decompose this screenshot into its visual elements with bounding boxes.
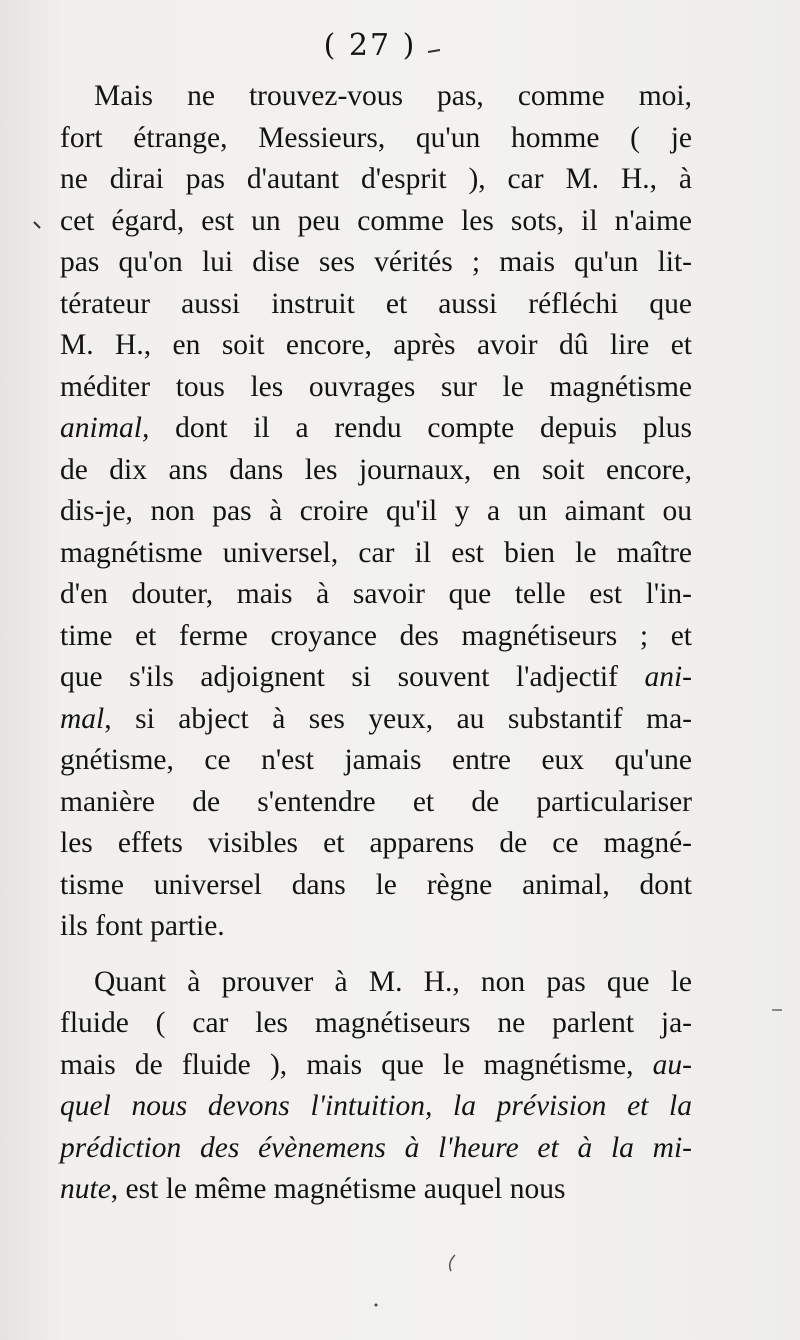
text-line	[60, 906, 692, 948]
text-line	[60, 201, 692, 243]
text-segment: les effets visibles et apparens de ce magné-	[60, 827, 692, 859]
italic-segment: nute	[60, 1173, 111, 1205]
text-segment: M. H., en soit encore, après avoir dû lire et	[60, 329, 692, 361]
text-line	[60, 450, 692, 492]
text-segment: tisme universel dans le règne animal, dont	[60, 868, 692, 901]
italic-segment: quel nous devons l'intuition, la prévision et la	[60, 1090, 692, 1122]
text-segment: Mais ne trouvez-vous pas, comme moi,	[94, 80, 692, 112]
text-segment: ne dirai pas d'autant d'esprit ), car M. H., à	[60, 163, 692, 195]
text-line	[60, 823, 692, 865]
text-segment: , si abject à ses yeux, au substantif ma-	[104, 702, 692, 735]
text-line	[60, 118, 692, 160]
text-segment: pas qu'on lui dise ses vérités ; mais qu'un lit-	[60, 246, 692, 278]
italic-segment: au-	[652, 1048, 692, 1081]
text-segment: Quant à prouver à M. H., non pas que le	[94, 965, 692, 998]
text-line	[60, 533, 692, 575]
paragraph-gap	[60, 948, 692, 962]
text-segment: gnétisme, ce n'est jamais entre eux qu'une	[60, 744, 692, 776]
text-line	[60, 1128, 692, 1170]
text-segment: dis-je, non pas à croire qu'il y a un aimant ou	[60, 495, 692, 527]
text-segment: manière de s'entendre et de particulariser	[60, 785, 692, 818]
text-segment: time et ferme croyance des magnétiseurs ; et	[60, 619, 692, 652]
italic-segment: animal,	[60, 412, 150, 444]
text-line	[60, 491, 692, 533]
text-line	[60, 242, 692, 284]
page-number: ( 27 )	[323, 28, 417, 63]
text-segment: fluide ( car les magnétiseurs ne parlent ja-	[60, 1007, 692, 1039]
text-segment: magnétisme universel, car il est bien le maître	[60, 536, 692, 569]
text-segment: , est le même magnétisme auquel nous	[110, 1173, 566, 1205]
italic-segment: prédiction des évènemens à l'heure et à la mi-	[60, 1131, 692, 1164]
text-segment: que s'ils adjoignent si souvent l'adjectif	[60, 661, 645, 693]
italic-segment: ani-	[644, 661, 692, 693]
text-segment: d'en douter, mais à savoir que telle est l'in-	[60, 578, 692, 610]
text-line	[60, 1086, 692, 1128]
text-line	[60, 1003, 692, 1045]
text-line	[60, 740, 692, 782]
text-line	[60, 367, 692, 409]
text-segment: fort étrange, Messieurs, qu'un homme ( je	[60, 121, 692, 154]
body-text	[60, 76, 692, 1211]
text-segment: térateur aussi instruit et aussi réfléchi que	[60, 287, 692, 320]
text-segment: méditer tous les ouvrages sur le magnétisme	[60, 370, 692, 403]
italic-segment: mal	[60, 702, 105, 735]
text-segment: cet égard, est un peu comme les sots, il n'aime	[60, 204, 692, 237]
text-line	[60, 574, 692, 616]
text-segment: ils font partie.	[60, 910, 225, 942]
text-line	[60, 408, 692, 450]
text-line	[60, 782, 692, 824]
text-segment: de dix ans dans les journaux, en soit encore,	[60, 453, 692, 486]
text-line	[60, 76, 692, 118]
text-line	[60, 616, 692, 658]
text-line	[60, 657, 692, 699]
text-line	[60, 284, 692, 326]
text-line	[60, 159, 692, 201]
text-segment: dont il a rendu compte depuis plus	[149, 412, 692, 444]
text-line	[60, 325, 692, 367]
text-segment: mais de fluide ), mais que le magnétisme,	[60, 1048, 653, 1081]
text-line	[60, 865, 692, 907]
text-line	[60, 1045, 692, 1087]
text-line	[60, 1169, 692, 1211]
text-line	[60, 962, 692, 1004]
text-line	[60, 699, 692, 741]
